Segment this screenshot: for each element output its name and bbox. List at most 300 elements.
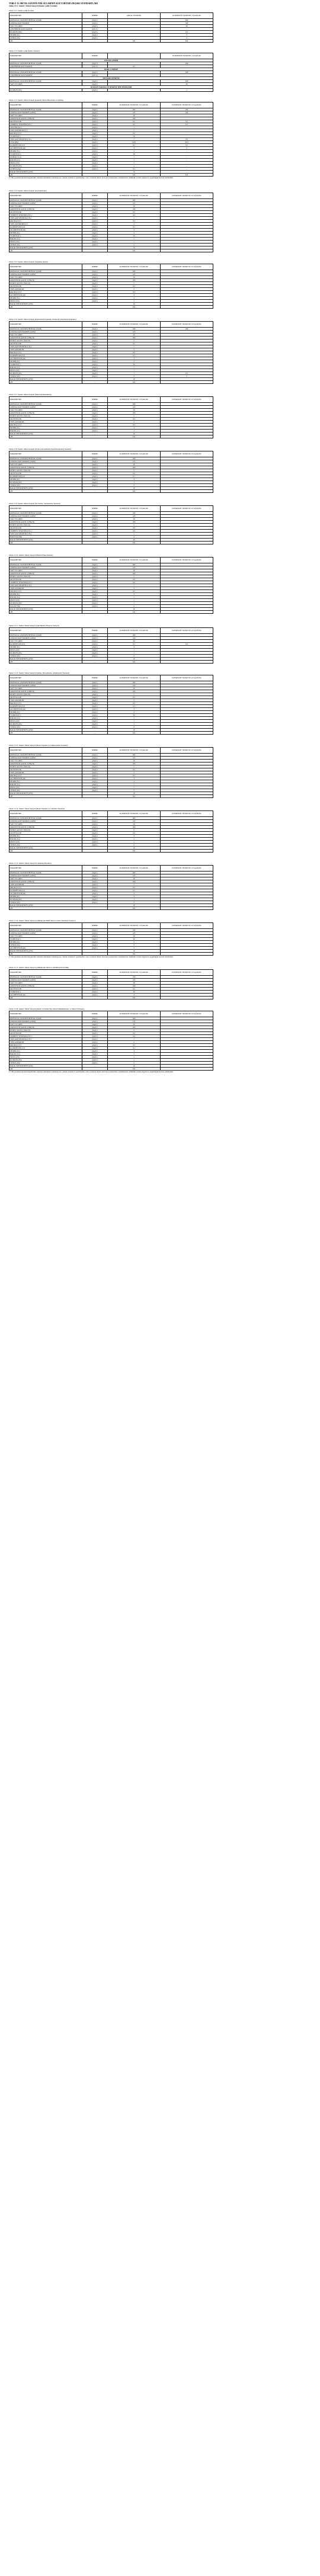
- parameter-name: AKTİF KLOR: [9, 472, 82, 475]
- limit-value: 0.2: [108, 214, 161, 217]
- table-header-row: [9, 970, 213, 976]
- parameter-unit: (mg/L): [82, 162, 108, 165]
- limit-value: [161, 249, 213, 252]
- limit-value: 125: [108, 874, 161, 877]
- parameter-name: KROM (Cr6+): [9, 291, 82, 294]
- standards-table: [9, 321, 213, 384]
- parameter-name: TOPLAM KROM (Cr): [9, 223, 82, 226]
- standards-table: [9, 451, 213, 493]
- table-caption: Tablo 15.9: Sektör: Metal Sanayii (Su Verme, Sertleştirme Tesisleri): [9, 502, 60, 505]
- limit-value: 100: [108, 690, 161, 693]
- limit-value: 10: [108, 432, 161, 435]
- limit-value: 3: [108, 646, 161, 649]
- limit-value: -: [161, 156, 213, 159]
- limit-value: 5: [108, 484, 161, 487]
- limit-value: 50: [108, 714, 161, 717]
- parameter-unit: (mg/L): [82, 273, 108, 276]
- parameter-unit: (mg/L): [82, 168, 108, 171]
- limit-value: 10: [108, 171, 161, 174]
- parameter-unit: (mg/L): [82, 581, 108, 584]
- limit-value: 125: [108, 460, 161, 463]
- table-row: [9, 490, 213, 493]
- limit-value: 200: [108, 108, 161, 111]
- parameter-name: DEMİR (Fe): [9, 711, 82, 714]
- parameter-name: ASKIDA KATI MADDE (AKM): [9, 637, 82, 640]
- limit-value: 0.5: [108, 285, 161, 288]
- parameter-name: BARYUM (Ba): [9, 536, 82, 539]
- column-header: PARAMETRE: [9, 811, 82, 817]
- parameter-unit: -: [82, 729, 108, 732]
- limit-value: [161, 907, 213, 910]
- limit-value: -: [161, 171, 213, 174]
- limit-value: 1: [108, 717, 161, 720]
- limit-value: 0.1: [161, 123, 213, 126]
- limit-value: [161, 953, 213, 956]
- limit-value: 0.1: [108, 354, 161, 357]
- limit-value: 125: [108, 406, 161, 409]
- limit-value: 1: [108, 649, 161, 652]
- parameter-name: ASKIDA KATI MADDE (AKM): [9, 820, 82, 823]
- parameter-name: SÜLFÜR (S2-): [9, 126, 82, 129]
- limit-value: 20: [108, 1023, 161, 1026]
- table-block: [9, 448, 311, 493]
- parameter-name: TOPLAM KROM: [9, 587, 82, 590]
- limit-value: [161, 661, 213, 664]
- table-block: [9, 808, 311, 853]
- parameter-unit: -: [82, 1065, 108, 1068]
- parameter-unit: -: [82, 306, 108, 309]
- limit-value: 0.5: [108, 988, 161, 991]
- parameter-name: ASKIDA KATI MADDE (AKM): [9, 460, 82, 463]
- parameter-unit: (mg/L): [82, 1044, 108, 1047]
- limit-value: 2: [108, 587, 161, 590]
- parameter-name: CİVA (Hg): [9, 141, 82, 144]
- parameter-name: pH: [9, 381, 82, 384]
- limit-value: 100: [161, 328, 213, 331]
- column-header: BİRİM: [82, 322, 108, 328]
- parameter-unit: (mg/L): [82, 714, 108, 717]
- limit-value: 125: [108, 273, 161, 276]
- parameter-name: DEMİR (Fe): [9, 1050, 82, 1053]
- parameter-unit: (mg/L): [82, 823, 108, 826]
- limit-value: 3: [108, 294, 161, 297]
- column-header: KOMPOZİT NUMUNE 2 SAATLİK: [161, 13, 213, 19]
- limit-value: 0.5: [161, 120, 213, 123]
- column-header: KOMPOZİT NUMUNE 2 SAATLİK: [108, 1011, 161, 1017]
- parameter-unit: (mg/L): [82, 205, 108, 208]
- limit-value: 100: [108, 929, 161, 932]
- column-header: KOMPOZİT NUMUNE 2 SAATLİK: [161, 53, 213, 59]
- column-header: KOMPOZİT NUMUNE 2 SAATLİK: [108, 675, 161, 681]
- table-header-row: [9, 558, 213, 563]
- table-caption: Tablo 15.12: Sektör: Metal Sanayii (İşleme, Emayelleme, Alüminyum Tesisleri): [9, 672, 69, 674]
- parameter-name: KROM (Cr6+): [9, 351, 82, 354]
- parameter-unit: (mg/L): [82, 141, 108, 144]
- parameter-name: KURŞUN (Pb): [9, 723, 82, 726]
- parameter-unit: (mg/L): [82, 366, 108, 369]
- parameter-name: GÜMÜŞ (Ag): [9, 168, 82, 171]
- limit-value: 125: [108, 331, 161, 334]
- limit-value: 2: [161, 375, 213, 378]
- parameter-name: ÇİNKO (Zn): [9, 484, 82, 487]
- parameter-name: DEMİR (Fe): [9, 150, 82, 153]
- limit-value: 5: [108, 243, 161, 246]
- parameter-unit: (mg/L): [82, 901, 108, 904]
- table-row: [9, 1068, 213, 1071]
- parameter-unit: (mg/L): [82, 159, 108, 162]
- parameter-unit: (mg/L): [82, 690, 108, 693]
- parameter-unit: (mg/L): [82, 1056, 108, 1059]
- parameter-unit: (mg/L): [82, 285, 108, 288]
- parameter-name: KADMİYUM (Cd): [9, 354, 82, 357]
- limit-value: 10: [108, 608, 161, 611]
- parameter-unit: -: [82, 661, 108, 664]
- parameter-unit: (mg/L): [82, 150, 108, 153]
- limit-value: -: [161, 168, 213, 171]
- limit-value: 0.5: [108, 1044, 161, 1047]
- parameter-name: KADMİYUM (Cd): [9, 705, 82, 708]
- parameter-name: BALIK BİYODENEYİ (ZSF): [9, 658, 82, 661]
- parameter-name: NİTRİT AZOTU (NO2-N): [9, 575, 82, 578]
- limit-value: 20: [161, 25, 213, 28]
- limit-value: 200: [161, 71, 213, 74]
- limit-value: 1: [108, 159, 161, 162]
- limit-value: -: [161, 135, 213, 138]
- parameter-unit: (mL/L): [82, 28, 108, 31]
- parameter-unit: (mg/L): [82, 569, 108, 572]
- parameter-unit: (mg/L): [82, 475, 108, 478]
- limit-value: 0.2: [108, 530, 161, 533]
- table-row: [9, 953, 213, 956]
- parameter-name: AMONYUM AZOTU (NH4-N): [9, 412, 82, 415]
- limit-value: 3: [108, 593, 161, 596]
- column-header: PARAMETRE: [9, 13, 82, 19]
- parameter-name: ÇÖKEBİLİR KATI MADDE: [9, 28, 82, 31]
- limit-value: 5: [108, 944, 161, 947]
- parameter-unit: (mg/L): [82, 649, 108, 652]
- parameter-name: NİKEL (Ni): [9, 1056, 82, 1059]
- limit-value: 1: [108, 162, 161, 165]
- limit-value: 3: [108, 892, 161, 895]
- table-caption: Tablo 15.16: Sektör: Metal Sanayii (Alüminyum Hafif Metal Cevher İşletmesi Tesisleri): [9, 919, 76, 922]
- section-label: DEVAMLI DÖKÜM: [9, 77, 213, 80]
- parameter-name: ASKIDA KATI MADDE (AKM): [9, 757, 82, 760]
- parameter-unit: (mg/L): [82, 214, 108, 217]
- limit-value: 10: [108, 246, 161, 249]
- column-header: BİRİM: [82, 628, 108, 634]
- column-header: PARAMETRE: [9, 451, 82, 457]
- parameter-name: SERBEST SİYANÜR (CN-): [9, 123, 82, 126]
- limit-value: 5: [108, 415, 161, 418]
- parameter-unit: (mg/L): [82, 226, 108, 229]
- limit-value: 1: [108, 596, 161, 599]
- column-header: KOMPOZİT NUMUNE 24 SAATLİK: [161, 628, 213, 634]
- parameter-name: BALIK BİYODENEYİ (ZSF): [9, 729, 82, 732]
- parameter-name: ÇİNKO (Zn): [9, 37, 82, 40]
- parameter-unit: (mg/L): [82, 235, 108, 238]
- table-block: [9, 672, 311, 735]
- parameter-unit: -: [82, 611, 108, 614]
- parameter-unit: (mg/L): [82, 527, 108, 530]
- limit-value: 10: [108, 904, 161, 907]
- parameter-unit: (mg/L): [82, 602, 108, 605]
- limit-value: 125: [108, 1020, 161, 1023]
- limit-value: 3: [108, 780, 161, 783]
- table-caption: Tablo 15.7: Sektör: Metal Sanayii (Metal Renklendirme): [9, 393, 52, 396]
- limit-value: 0.5: [108, 702, 161, 705]
- parameter-name: ASKIDA KATI MADDE (AKM): [9, 566, 82, 569]
- parameter-unit: (mg/L): [82, 982, 108, 985]
- parameter-name: ÇİNKO (Zn): [9, 375, 82, 378]
- parameter-name: ALÜMİNYUM (Al): [9, 294, 82, 297]
- parameter-unit: (mg/L): [82, 994, 108, 997]
- limit-value: 0.5: [108, 578, 161, 581]
- table-header-row: [9, 102, 213, 108]
- parameter-unit: (mg/L): [82, 932, 108, 935]
- limit-value: -: [161, 159, 213, 162]
- standards-table: [9, 505, 213, 544]
- parameter-unit: (mg/L): [82, 363, 108, 366]
- limit-value: 0.5: [108, 590, 161, 593]
- parameter-name: YAĞ VE GRES: [9, 463, 82, 466]
- parameter-unit: (mg/L): [82, 872, 108, 874]
- table-caption: Tablo 15.17: Sektör: Metal Sanayii (Alüminyum Oksit ve Alüminyum Üretimi): [9, 966, 69, 969]
- standards-table: [9, 557, 213, 614]
- limit-value: 50: [108, 153, 161, 156]
- parameter-unit: (mg/L): [82, 62, 108, 65]
- limit-value: 200: [108, 270, 161, 273]
- standards-table: [9, 264, 213, 309]
- column-header: KOMPOZİT NUMUNE 24 SAATLİK: [161, 811, 213, 817]
- parameter-unit: -: [82, 950, 108, 953]
- parameter-unit: (mg/L): [82, 202, 108, 205]
- parameter-name: AMONYUM AZOTU (NH4-N): [9, 762, 82, 765]
- column-header: BİRİM: [82, 923, 108, 929]
- limit-value: 125: [108, 979, 161, 982]
- limit-value: 3: [108, 360, 161, 363]
- parameter-name: BAKIR (Cu): [9, 430, 82, 432]
- parameter-name: pH: [9, 490, 82, 493]
- parameter-name: SERBEST SİYANÜR (CN-): [9, 530, 82, 533]
- standards-table: [9, 396, 213, 438]
- parameter-unit: (mg/L): [82, 575, 108, 578]
- parameter-name: TOPLAM KROM: [9, 771, 82, 774]
- limit-value: 125: [108, 932, 161, 935]
- column-header: BİRİM: [82, 264, 108, 270]
- parameter-unit: (mg/L): [82, 111, 108, 114]
- parameter-name: ÇÖKEBİLİR KATI MADDE: [9, 74, 82, 77]
- parameter-unit: (mg/L): [82, 1047, 108, 1050]
- parameter-name: YAĞ VE GRES: [9, 334, 82, 337]
- parameter-name: TOPLAM SİYANÜR (CN-): [9, 217, 82, 220]
- limit-value: 5: [108, 789, 161, 792]
- parameter-unit: (mg/L): [82, 774, 108, 777]
- parameter-name: BAKIR (Cu): [9, 838, 82, 841]
- limit-value: 6-9: [108, 249, 161, 252]
- parameter-name: AMONYUM AZOTU (NH4-N): [9, 690, 82, 693]
- limit-value: 3: [108, 357, 161, 360]
- table-caption: Tablo 15.3: Sektör: Metal Sanayii (Genelde Metal Hazırlama ve İşleme): [9, 99, 64, 101]
- parameter-name: ÇİNKO (Zn): [9, 1062, 82, 1065]
- parameter-unit: (mg/L): [82, 208, 108, 211]
- limit-value: 100: [108, 826, 161, 829]
- parameter-name: AKTİF KLOR: [9, 768, 82, 771]
- column-header: KOMPOZİT NUMUNE 2 SAATLİK: [108, 748, 161, 754]
- limit-value: 0.5: [108, 527, 161, 530]
- table-block: [9, 744, 311, 798]
- parameter-name: NİKEL (Ni): [9, 720, 82, 723]
- limit-value: -: [161, 114, 213, 117]
- parameter-unit: -: [82, 435, 108, 438]
- limit-value: 0.1: [108, 475, 161, 478]
- parameter-name: TOPLAM KROM: [9, 883, 82, 886]
- limit-value: 100: [108, 880, 161, 883]
- parameter-unit: (mg/L): [82, 138, 108, 141]
- parameter-name: ALÜMİNYUM (Al): [9, 994, 82, 997]
- limit-value: [161, 1068, 213, 1071]
- table-caption: Tablo 15.4: Sektör: Metal Sanayii (Galvanizleme): [9, 190, 47, 192]
- parameter-name: FLORÜR (F-): [9, 714, 82, 717]
- table-row: [9, 89, 213, 92]
- limit-value: 20: [108, 276, 161, 279]
- parameter-unit: (mg/L): [82, 291, 108, 294]
- column-header: KOMPOZİT NUMUNE 24 SAATLİK: [161, 558, 213, 563]
- parameter-unit: (mg/L): [82, 578, 108, 581]
- limit-value: 0.5: [108, 132, 161, 135]
- limit-value: 2: [108, 421, 161, 424]
- parameter-name: ALÜMİNYUM (Al): [9, 357, 82, 360]
- parameter-name: KİMYASAL OKSİJEN İHTİYACI (KOİ): [9, 817, 82, 820]
- parameter-name: KİMYASAL OKSİJEN İHTİYACI (KOİ): [9, 328, 82, 331]
- parameter-unit: (mg/L): [82, 412, 108, 415]
- limit-value: 10: [108, 487, 161, 490]
- limit-value: 100: [108, 337, 161, 339]
- parameter-unit: (mg/L): [82, 1017, 108, 1020]
- table-row: [9, 732, 213, 735]
- parameter-name: KOBALT (Co): [9, 156, 82, 159]
- limit-value: 1: [108, 584, 161, 587]
- parameter-unit: (mg/L): [82, 1062, 108, 1065]
- parameter-name: pH: [9, 611, 82, 614]
- standards-table: [9, 747, 213, 798]
- parameter-unit: (mg/L): [82, 988, 108, 991]
- parameter-unit: (mg/L): [82, 789, 108, 792]
- limit-value: -: [161, 117, 213, 120]
- column-header: BİRİM: [82, 970, 108, 976]
- parameter-unit: (mg/L): [82, 938, 108, 941]
- parameter-name: ASKIDA KATI MADDE (AKM): [9, 202, 82, 205]
- parameter-unit: -: [82, 608, 108, 611]
- parameter-unit: (mg/L): [82, 817, 108, 820]
- document-subtitle: Tablo 15.1: Sektör: Metal Sanayii (Demir Çelik Üretimi): [9, 5, 57, 7]
- parameter-unit: (mg/L): [82, 883, 108, 886]
- parameter-unit: (mg/L): [82, 941, 108, 944]
- parameter-unit: (mg/L): [82, 1020, 108, 1023]
- parameter-unit: (mg/L): [82, 717, 108, 720]
- parameter-name: SERBEST SİYANÜR (CN-): [9, 214, 82, 217]
- limit-value: 6-9: [108, 850, 161, 853]
- parameter-unit: (mg/L): [82, 832, 108, 835]
- parameter-name: AMONYUM AZOTU (NH4-N): [9, 466, 82, 469]
- limit-value: 3: [161, 34, 213, 37]
- parameter-name: YAĞ VE GRES: [9, 935, 82, 938]
- parameter-name: AKTİF KLOR: [9, 211, 82, 214]
- limit-value: 125: [108, 111, 161, 114]
- limit-value: 3: [108, 947, 161, 950]
- parameter-name: DEMİR (Fe): [9, 360, 82, 363]
- parameter-unit: (mg/L): [82, 762, 108, 765]
- parameter-unit: (mg/L): [82, 22, 108, 25]
- parameter-name: KİMYASAL OKSİJEN İHTİYACI (KOİ): [9, 19, 82, 22]
- limit-value: 6-9: [108, 40, 161, 43]
- standards-table: [9, 627, 213, 664]
- limit-value: 1: [108, 366, 161, 369]
- parameter-unit: (mg/L): [82, 328, 108, 331]
- parameter-unit: (mg/L): [82, 369, 108, 372]
- parameter-name: AMONYUM AZOTU (NH4-N): [9, 279, 82, 282]
- limit-value: 1: [108, 652, 161, 655]
- parameter-unit: (mg/L): [82, 765, 108, 768]
- limit-value: 0.5: [108, 774, 161, 777]
- limit-value: 10: [108, 729, 161, 732]
- parameter-unit: (mg/L): [82, 892, 108, 895]
- parameter-name: ÇİNKO (Zn): [9, 789, 82, 792]
- parameter-unit: (mg/L): [82, 944, 108, 947]
- parameter-unit: (mL/L): [82, 74, 108, 77]
- table-block: [9, 919, 311, 958]
- parameter-unit: -: [82, 732, 108, 735]
- table-header-row: [9, 811, 213, 817]
- document-title: TABLO 15: METAL SANAYİİ ATIK SULARININ ALICI ORTAMA DEŞARJ STANDARTLARI: [9, 2, 98, 5]
- parameter-unit: (mg/L): [82, 282, 108, 285]
- limit-value: 0.5: [108, 472, 161, 475]
- column-header: KOMPOZİT NUMUNE 24 SAATLİK: [161, 1011, 213, 1017]
- limit-value: 2: [108, 348, 161, 351]
- table-header-row: [9, 397, 213, 403]
- limit-value: 6-9: [108, 490, 161, 493]
- limit-value: 100: [108, 1026, 161, 1029]
- parameter-name: SERBEST SİYANÜR (CN-): [9, 581, 82, 584]
- parameter-unit: (mg/L): [82, 478, 108, 481]
- parameter-name: BAKIR (Cu): [9, 717, 82, 720]
- limit-value: 0.5: [108, 291, 161, 294]
- parameter-name: pH: [9, 249, 82, 252]
- parameter-unit: (mg/L): [82, 593, 108, 596]
- limit-value: [161, 611, 213, 614]
- limit-value: 0.1: [108, 705, 161, 708]
- column-header: KOMPOZİT NUMUNE 24 SAATLİK: [161, 397, 213, 403]
- parameter-unit: (mg/L): [82, 415, 108, 418]
- limit-value: 5: [108, 844, 161, 847]
- parameter-name: TOPLAM SİYANÜR (CN-): [9, 138, 82, 141]
- table-block: [9, 50, 311, 92]
- parameter-unit: (mg/L): [82, 25, 108, 28]
- parameter-name: DEMİR (Fe): [9, 835, 82, 838]
- parameter-name: KADMİYUM (Cd): [9, 889, 82, 892]
- parameter-unit: (mg/L): [82, 472, 108, 475]
- limit-value: 20: [108, 463, 161, 466]
- limit-value: 400: [108, 199, 161, 202]
- limit-value: 20: [108, 569, 161, 572]
- standards-table: [9, 865, 213, 910]
- table-block: [9, 9, 311, 43]
- parameter-unit: (mg/L): [82, 89, 108, 92]
- limit-value: 200: [108, 328, 161, 331]
- table-block: [9, 1008, 311, 1073]
- parameter-name: KROM (Cr6+): [9, 590, 82, 593]
- parameter-name: ASKIDA KATI MADDE (AKM): [9, 111, 82, 114]
- limit-value: 3: [108, 711, 161, 714]
